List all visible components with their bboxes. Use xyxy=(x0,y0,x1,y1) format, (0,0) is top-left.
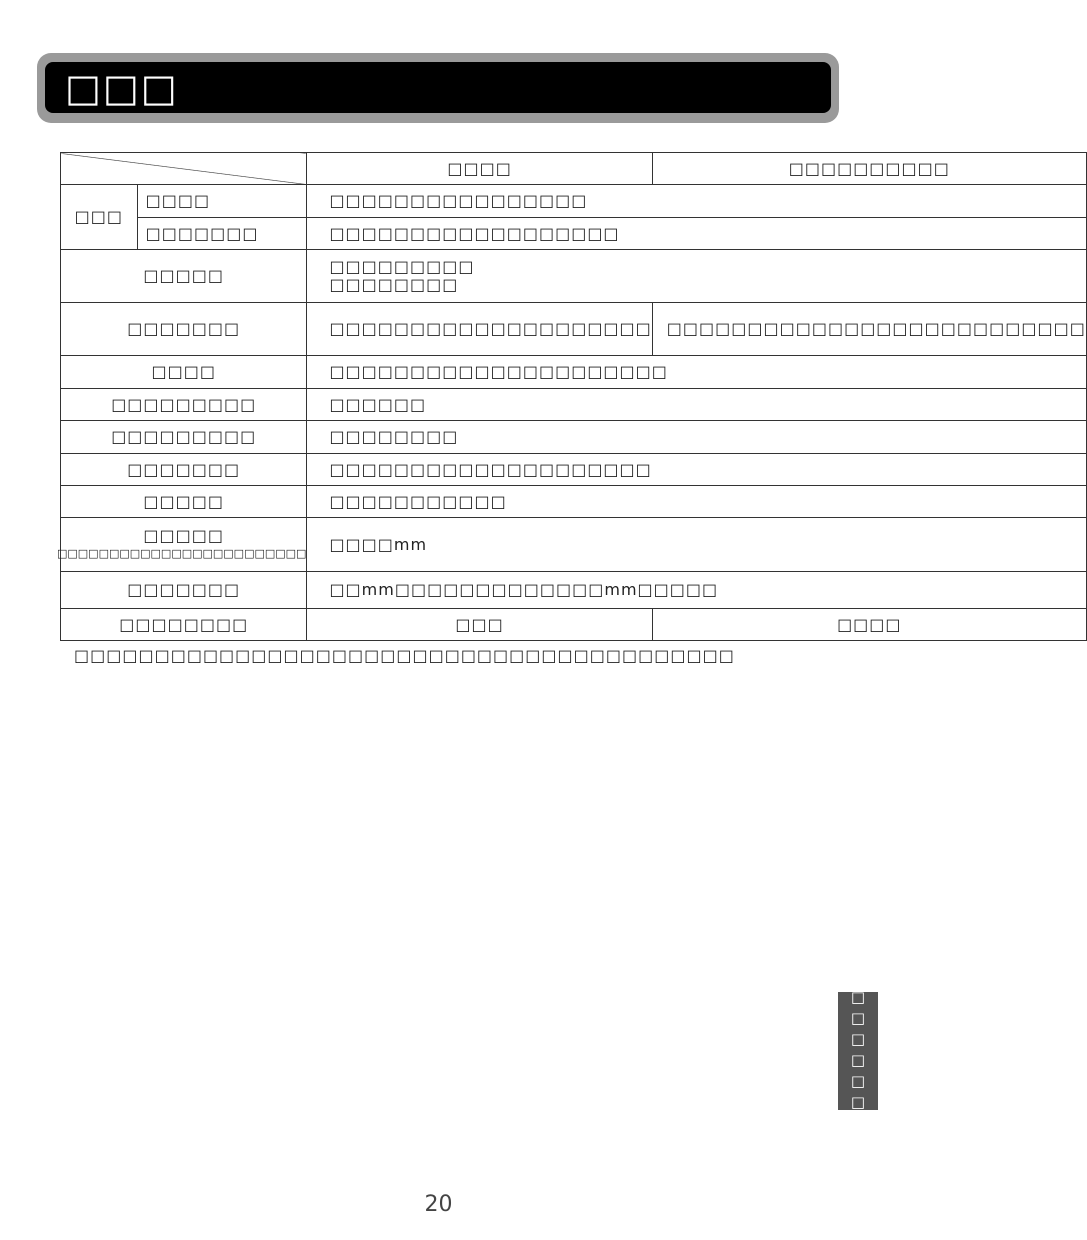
row-value: □□□□□□□□□□□□□□□□□□□□ xyxy=(307,303,652,356)
table-row xyxy=(61,185,1087,218)
row-label: □□□□□□□□□ xyxy=(61,389,307,421)
row-value: □□□□□□□□□□□□□□□□□□□□ xyxy=(307,454,1086,486)
footnote: □□□□□□□□□□□□□□□□□□□□□□□□□□□□□□□□□□□□□□□□□ xyxy=(74,646,735,665)
table-row xyxy=(61,303,1087,356)
table-row xyxy=(61,572,1087,609)
table-row xyxy=(61,518,1087,572)
section-side-tab: □□□□□□ xyxy=(838,992,878,1110)
table-row xyxy=(61,250,1087,303)
row-label: □□□□□□□ xyxy=(61,303,307,356)
row-value: □□□□□□□□ xyxy=(307,421,1086,454)
row-label-text: □□□□□ xyxy=(143,525,225,545)
row-value: □□□□mm xyxy=(307,518,1086,572)
table-row xyxy=(61,356,1087,389)
row-value-line: □□□□□□□□□ xyxy=(329,257,475,276)
page-title: □□□ xyxy=(65,66,179,110)
page-number: 20 xyxy=(424,1192,453,1217)
column-header: □□□□ xyxy=(307,153,652,185)
row-value: □□□□ xyxy=(652,609,1086,641)
row-label: □□□□□ xyxy=(61,250,307,303)
row-label-note: □□□□□□□□□□□□□□□□□□□□□□□□ xyxy=(57,546,307,560)
row-label: □□□□□□□ xyxy=(61,572,307,609)
row-value: □□□ xyxy=(307,609,652,641)
row-label: □□□□□□□ xyxy=(137,218,307,250)
column-header: □□□□□□□□□□ xyxy=(652,153,1086,185)
row-label: □□□□□□□ xyxy=(61,454,307,486)
row-label: □□□□□ xyxy=(61,486,307,518)
row-value: □□□□□□ xyxy=(307,389,1086,421)
table-row xyxy=(61,389,1087,421)
table-row xyxy=(61,218,1087,250)
row-value: □□mm□□□□□□□□□□□□□mm□□□□□ xyxy=(307,572,1086,609)
row-label: □□□□□□□□ xyxy=(61,609,307,641)
corner-cell xyxy=(61,153,307,185)
spec-table xyxy=(57,152,1087,641)
row-value-line: □□□□□□□□ xyxy=(329,275,459,294)
table-row xyxy=(61,421,1087,454)
row-value: □□□□□□□□□□□□□□□□□□ xyxy=(307,218,1086,250)
table-row xyxy=(61,486,1087,518)
row-value xyxy=(307,250,1086,303)
table-header-row xyxy=(61,153,1087,185)
row-label xyxy=(57,518,307,572)
row-group-label: □□□ xyxy=(61,185,138,250)
row-value: □□□□□□□□□□□□□□□□□□□□□□□□□□ xyxy=(652,303,1086,356)
row-value: □□□□□□□□□□□□□□□□ xyxy=(307,185,1086,218)
row-label: □□□□ xyxy=(137,185,307,218)
row-value: □□□□□□□□□□□□□□□□□□□□□ xyxy=(307,356,1086,389)
table-row xyxy=(61,454,1087,486)
row-label: □□□□ xyxy=(61,356,307,389)
row-value: □□□□□□□□□□□ xyxy=(307,486,1086,518)
table-row xyxy=(61,609,1087,641)
row-label: □□□□□□□□□ xyxy=(61,421,307,454)
